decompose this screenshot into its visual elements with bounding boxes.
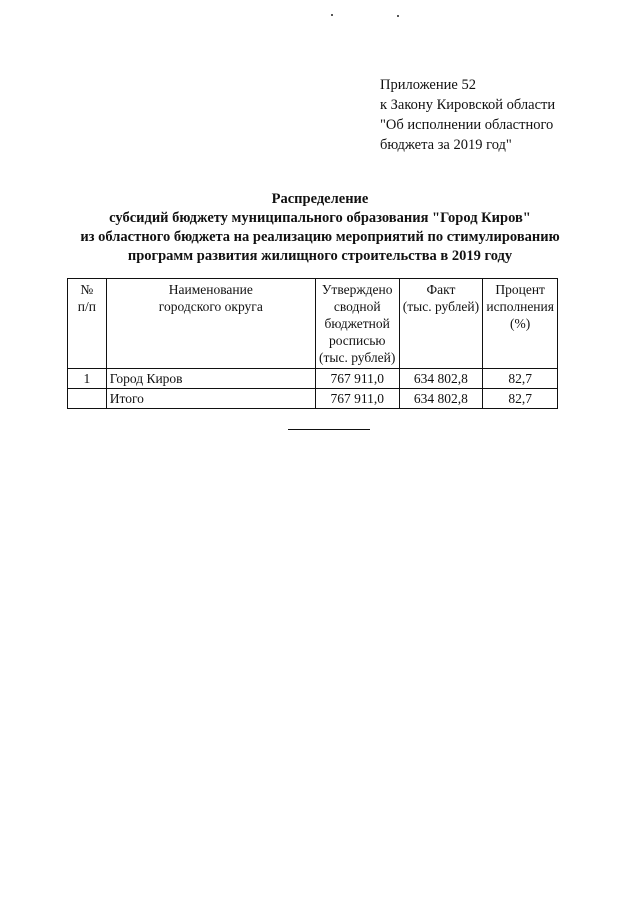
cell-name: Город Киров [106, 369, 315, 389]
appendix-line: к Закону Кировской области [380, 97, 556, 113]
heading-line: из областного бюджета на реализацию мероприятий по стимулированию [80, 229, 560, 245]
cell-percent: 82,7 [483, 389, 558, 409]
appendix-note [380, 75, 555, 155]
cell-approved: 767 911,0 [315, 389, 399, 409]
heading-line: программ развития жилищного строительства в 2019 году [127, 248, 513, 264]
cell-fact: 634 802,8 [399, 369, 483, 389]
header-approved: Утверждено сводной бюджетной росписью (тыс. рублей) [315, 279, 399, 369]
heading-line: Распределение [271, 191, 369, 207]
appendix-line: "Об исполнении областного [380, 117, 554, 133]
cell-number: 1 [68, 369, 107, 389]
scan-speck [397, 15, 399, 17]
cell-name: Итого [106, 389, 315, 409]
scan-speck [331, 14, 333, 16]
header-fact: Факт (тыс. рублей) [399, 279, 483, 369]
table-total-row [68, 389, 558, 409]
heading-line: субсидий бюджету муниципального образования "Город Киров" [109, 210, 531, 226]
cell-fact: 634 802,8 [399, 389, 483, 409]
cell-number [68, 389, 107, 409]
appendix-line: бюджета за 2019 год" [380, 137, 512, 153]
end-divider [288, 429, 370, 430]
document-heading [20, 190, 620, 266]
appendix-line: Приложение 52 [380, 77, 476, 93]
table-header-row [68, 279, 558, 369]
cell-percent: 82,7 [483, 369, 558, 389]
header-name: Наименование городского округа [106, 279, 315, 369]
header-percent: Процент исполнения (%) [483, 279, 558, 369]
cell-approved: 767 911,0 [315, 369, 399, 389]
header-number: № п/п [68, 279, 107, 369]
table-row [68, 369, 558, 389]
distribution-table [67, 278, 558, 409]
